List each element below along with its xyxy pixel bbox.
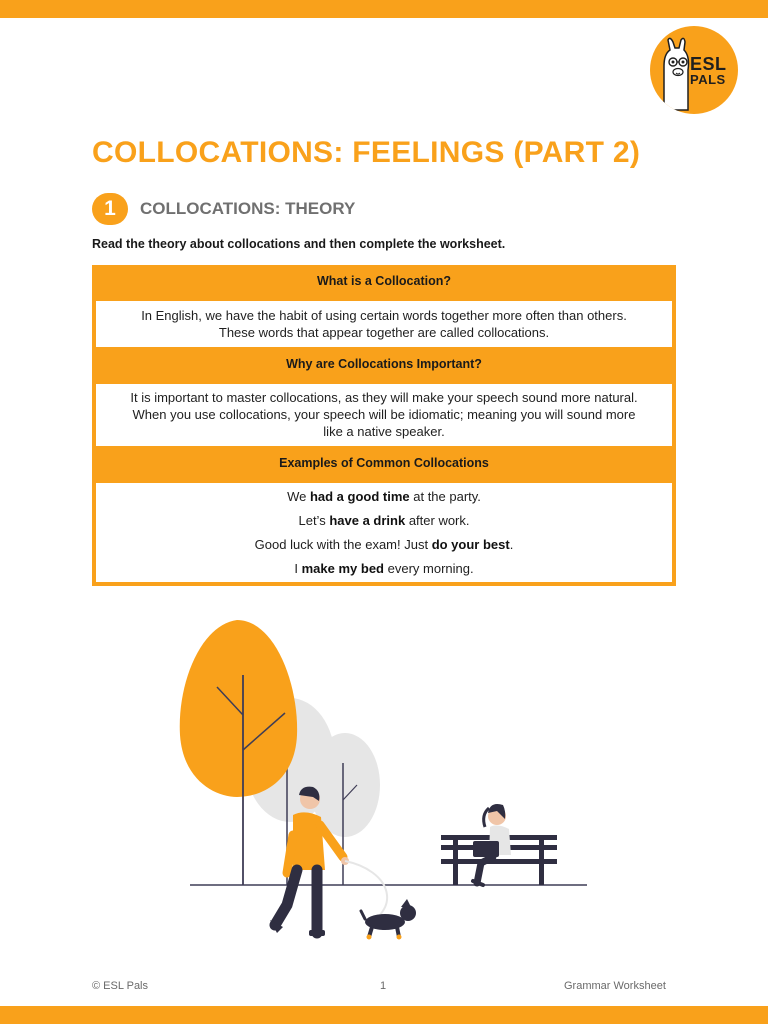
footer-copyright: © ESL Pals: [92, 980, 148, 992]
section-number-badge: 1: [92, 193, 128, 225]
collocation-phrase: had a good time: [309, 489, 410, 504]
table-heading-examples: Examples of Common Collocations: [279, 456, 489, 470]
table-text-line: In English, we have the habit of using certain words together more often than others.: [141, 308, 627, 323]
table-text-line: When you use collocations, your speech will be idiomatic; meaning you will sound more: [132, 407, 636, 422]
page-title: COLLOCATIONS: FEELINGS (PART 2): [92, 136, 641, 169]
esl-pals-logo: [650, 26, 738, 114]
section-title: COLLOCATIONS: THEORY: [140, 199, 356, 218]
logo-text-esl: ESL: [690, 54, 727, 74]
bottom-accent-bar: [0, 1006, 768, 1024]
example-sentence: I make my bed every morning.: [294, 561, 474, 576]
table-text-line: like a native speaker.: [323, 424, 445, 439]
table-body-what: [96, 301, 672, 347]
collocation-phrase: do your best: [431, 537, 510, 552]
logo-text-pals: PALS: [690, 72, 726, 87]
table-text-line: These words that appear together are called collocations.: [218, 325, 550, 340]
example-sentence: We had a good time at the party.: [287, 489, 481, 504]
orange-tree-crown: [180, 620, 297, 797]
collocation-phrase: have a drink: [329, 513, 406, 528]
table-heading-why: Why are Collocations Important?: [286, 357, 482, 371]
collocation-phrase: make my bed: [301, 561, 384, 576]
table-heading-what: What is a Collocation?: [316, 274, 452, 288]
example-sentence: Good luck with the exam! Just do your best.: [254, 537, 514, 552]
table-text-line: It is important to master collocations, as they will make your speech sound more natural.: [130, 390, 638, 405]
instruction-text: Read the theory about collocations and then complete the worksheet.: [92, 237, 506, 251]
dog-leash: [345, 861, 387, 915]
footer-worksheet-type: Grammar Worksheet: [564, 980, 666, 992]
theory-table: [92, 265, 676, 586]
table-body-examples: [96, 483, 672, 582]
example-sentence: Let’s have a drink after work.: [298, 513, 470, 528]
table-body-why: [96, 384, 672, 446]
park-illustration: [175, 615, 595, 945]
top-accent-bar: [0, 0, 768, 18]
footer-page-number: 1: [380, 980, 387, 992]
